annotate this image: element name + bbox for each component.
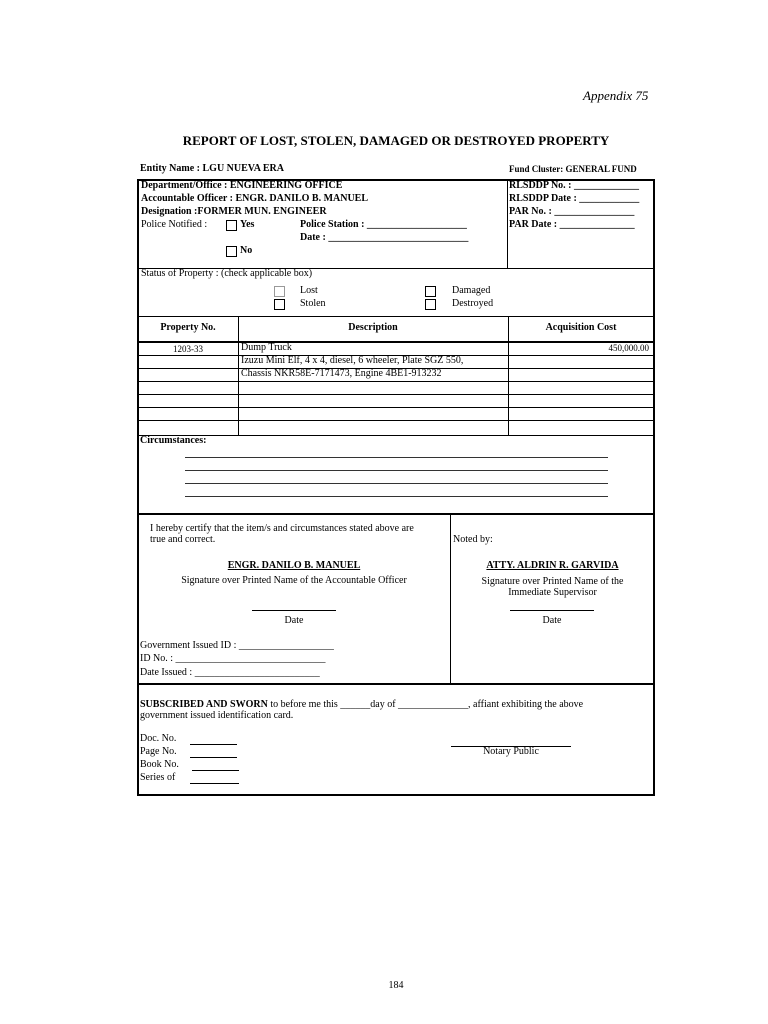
rlsddp-no-field[interactable]: RLSDDP No. : _____________ [509, 180, 640, 191]
page-no-label: Page No. [140, 746, 177, 757]
header-acquisition-cost: Acquisition Cost [545, 322, 617, 333]
page-number: 184 [388, 980, 404, 991]
form-title: REPORT OF LOST, STOLEN, DAMAGED OR DESTROYED PROPERTY [182, 133, 610, 148]
oath-text-rest: to before me this ______day of ______________, affiant exhibiting the above [267, 699, 584, 710]
police-no-label: No [240, 245, 253, 256]
oath-bold-lead: SUBSCRIBED AND SWORN [140, 699, 268, 710]
supervisor-date-line[interactable] [510, 610, 594, 611]
accountable-officer-field: Accountable Officer : ENGR. DANILO B. MANUEL [141, 193, 369, 204]
accountable-officer-name: ENGR. DANILO B. MANUEL [227, 560, 361, 571]
par-no-field[interactable]: PAR No. : ________________ [509, 206, 635, 217]
book-no-label: Book No. [140, 759, 179, 770]
doc-no-line[interactable] [190, 744, 237, 745]
circumstances-line[interactable] [185, 483, 608, 484]
status-lost-checkbox[interactable] [274, 286, 285, 297]
series-of-label: Series of [140, 772, 176, 783]
department-field: Department/Office : ENGINEERING OFFICE [141, 180, 343, 191]
status-destroyed-label: Destroyed [452, 298, 494, 309]
police-no-checkbox[interactable] [226, 246, 237, 257]
par-date-field[interactable]: PAR Date : _______________ [509, 219, 635, 230]
series-of-line[interactable] [190, 783, 239, 784]
officer-date-line[interactable] [252, 610, 336, 611]
rlsddp-date-field[interactable]: RLSDDP Date : ____________ [509, 193, 640, 204]
status-damaged-label: Damaged [452, 285, 491, 296]
header-property-no: Property No. [160, 322, 216, 333]
noted-by-label: Noted by: [453, 534, 493, 545]
date-issued-field[interactable]: Date Issued : _________________________ [140, 667, 320, 678]
header-description: Description [348, 322, 398, 333]
police-yes-checkbox[interactable] [226, 220, 237, 231]
table-row-rule [138, 381, 654, 382]
certification-bottom-rule [138, 683, 654, 685]
accountable-officer-caption: Signature over Printed Name of the Accountable Officer [181, 575, 407, 586]
row1-property-no: 1203-33 [173, 344, 203, 354]
entity-name: Entity Name : LGU NUEVA ERA [140, 163, 284, 174]
table-row-rule [138, 420, 654, 421]
police-notified-label: Police Notified : [141, 219, 208, 230]
certification-statement-1: I hereby certify that the item/s and circumstances stated above are [150, 523, 414, 534]
status-lost-label: Lost [300, 285, 318, 296]
police-station-field[interactable]: Police Station : ____________________ [300, 219, 467, 230]
police-date-field[interactable]: Date : ____________________________ [300, 232, 469, 243]
oath-text-2: government issued identification card. [140, 710, 294, 721]
police-yes-label: Yes [240, 219, 255, 230]
appendix-label: Appendix 75 [583, 88, 649, 103]
supervisor-name: ATTY. ALDRIN R. GARVIDA [486, 560, 619, 571]
book-no-line[interactable] [192, 770, 239, 771]
government-id-field[interactable]: Government Issued ID : ___________________ [140, 640, 334, 651]
supervisor-caption-2: Immediate Supervisor [508, 587, 597, 598]
officer-date-label: Date [284, 615, 304, 626]
circumstances-label: Circumstances: [140, 435, 207, 446]
fund-cluster: Fund Cluster: GENERAL FUND [509, 164, 637, 174]
notary-public-label: Notary Public [483, 746, 539, 757]
status-destroyed-checkbox[interactable] [425, 299, 436, 310]
table-row-rule [138, 407, 654, 408]
status-bottom-rule [138, 316, 654, 317]
designation-field: Designation :FORMER MUN. ENGINEER [141, 206, 327, 217]
circumstances-line[interactable] [185, 496, 608, 497]
page-no-line[interactable] [190, 757, 237, 758]
status-damaged-checkbox[interactable] [425, 286, 436, 297]
doc-no-label: Doc. No. [140, 733, 177, 744]
row3-description: Chassis NKR58E-7171473, Engine 4BE1-913232 [241, 368, 442, 379]
circumstances-line[interactable] [185, 457, 608, 458]
status-stolen-label: Stolen [300, 298, 326, 309]
id-no-field[interactable]: ID No. : ______________________________ [140, 653, 326, 664]
table-row-rule [138, 394, 654, 395]
row1-cost: 450,000.00 [608, 343, 649, 353]
circumstances-bottom-rule [138, 513, 654, 515]
supervisor-date-label: Date [542, 615, 562, 626]
row1-description: Dump Truck [241, 342, 292, 353]
supervisor-caption-1: Signature over Printed Name of the [481, 576, 624, 587]
status-label: Status of Property : (check applicable box) [141, 268, 313, 279]
status-stolen-checkbox[interactable] [274, 299, 285, 310]
row2-description: Izuzu Mini Elf, 4 x 4, diesel, 6 wheeler, Plate SGZ 550, [241, 355, 464, 366]
circumstances-line[interactable] [185, 470, 608, 471]
certification-statement-2: true and correct. [150, 534, 216, 545]
info-divider [507, 180, 508, 268]
table-bottom-rule [138, 435, 654, 436]
